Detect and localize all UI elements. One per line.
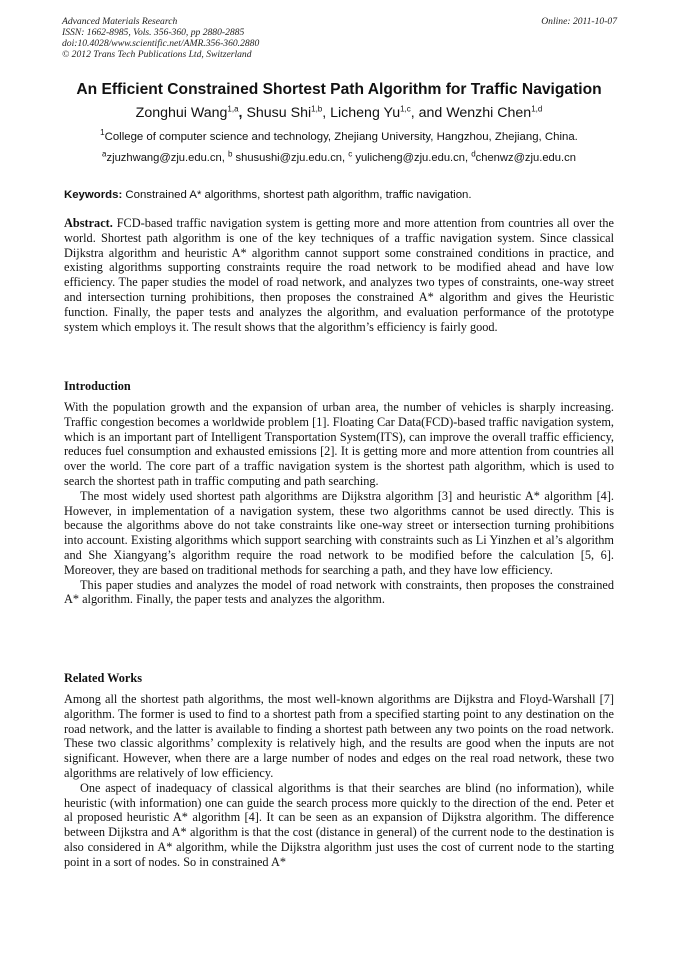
- author-list: [30, 103, 648, 123]
- section-heading-related-works: Related Works: [64, 671, 142, 685]
- email: $^c$ yulicheng@zju.edu.cn,: [348, 149, 472, 164]
- introduction-body: [64, 400, 614, 607]
- author: Shusu Shi$^{1,b}$,: [246, 104, 331, 121]
- affiliation: $^1$College of computer science and technology, Zhejiang University, Hangzhou, Zhejiang, China.: [100, 128, 578, 143]
- paragraph: Among all the shortest path algorithms, the most well-known algorithms are Dijkstra and Floyd-Warshall [7] algorithm. The former is used to find to a shortest path from a specified starting point to any destination on the road network, and the latter is available to finding a shortest path between any two points on the road network. These two classic algorithms’ complexity is relatively high, and the results are good when the inputs are not significant. However, when there are a large number of nodes and edges on the real road network, these two algorithms are relatively of low efficiency.: [64, 692, 614, 780]
- paragraph: This paper studies and analyzes the model of road network with constraints, then proposes the constrained A* algorithm. Finally, the paper tests and analyzes the algorithm.: [64, 577, 614, 607]
- journal-header: [62, 16, 617, 60]
- related-works-body: [64, 692, 614, 870]
- email: $^b$ shusushi@zju.edu.cn,: [227, 149, 349, 164]
- paragraph: One aspect of inadequacy of classical algorithms is that their searches are blind (no information), while heuristic (with information) one can guide the search process more quickly to the direction of the end. Peter et al proposed heuristic A* algorithm [4]. It can be seen as an expansion of Dijkstra algorithm. The difference between Dijkstra and A* algorithm is that the cost (distance in general) of the current node to the destination is also considered in A* algorithm, while the Dijkstra algorithm just uses the cost of current node to the starting point in a sort of nodes. So in constrained A*: [64, 780, 614, 869]
- abstract-label: Abstract.: [64, 216, 113, 230]
- email: $^d$chenwz@zju.edu.cn: [471, 149, 576, 164]
- abstract: [64, 216, 614, 334]
- email: $^a$zjuzhwang@zju.edu.cn,: [102, 149, 228, 164]
- keywords: [64, 188, 614, 203]
- keywords-text: Constrained A* algorithms, shortest path algorithm, traffic navigation.: [125, 189, 472, 201]
- doi-line: doi:10.4028/www.scientific.net/AMR.356-360.2880: [62, 38, 260, 49]
- email-list: [30, 150, 648, 166]
- paper-title: An Efficient Constrained Shortest Path Algorithm for Traffic Navigation: [76, 81, 602, 98]
- online-date: Online: 2011-10-07: [541, 16, 617, 27]
- section-heading-introduction: Introduction: [64, 379, 131, 393]
- issn-line: ISSN: 1662-8985, Vols. 356-360, pp 2880-2885: [62, 27, 245, 38]
- paragraph: With the population growth and the expansion of urban area, the number of vehicles is sharply increasing. Traffic congestion becomes a worldwide problem [1]. Floating Car Data(FCD)-based traffic navigation system, which is an important part of Intelligent Transportation System(ITS), can improve the overall traffic efficiency, reduces fuel consumption and exhausted emissions [2]. It is getting more and more attention from countries all over the world. The core part of a traffic navigation system is the shortest path algorithm, which is used to search the shortest path in traffic computing and path searching.: [64, 400, 614, 488]
- paragraph: The most widely used shortest path algorithms are Dijkstra algorithm [3] and heuristic A* algorithm [4]. However, in implementation of a navigation system, these two algorithms cannot be used directly. This is because the algorithms above do not take constraints like one-way street or intersection turning prohibitions into account. Existing algorithms which support searching with constraints such as Li Yinzhen et al’s algorithm and She Xiangyang’s algorithm require the road network to be modified before the calculation [5, 6]. Moreover, they are based on traditional methods for searching a path, and they have low efficiency.: [64, 488, 614, 577]
- abstract-text: FCD-based traffic navigation system is getting more and more attention from countries all over the world. Shortest path algorithm is one of the key techniques of a traffic navigation system. Since classical Dijkstra algorithm and heuristic A* algorithm cannot support some constrained conditions in practice, and existing algorithms supporting constraints require the road network to be modified ahead and have low efficiency. The paper studies the model of road network, and analyzes two types of constraints, one-way street and intersection turning prohibitions, then proposes the constrained A* algorithm and gives the Heuristic function. Finally, the paper tests and analyzes the algorithm, and evaluation performance of the prototype system which employs it. The result shows that the algorithm’s efficiency is fairly good.: [64, 216, 615, 334]
- keywords-label: Keywords:: [64, 189, 123, 201]
- copyright-line: © 2012 Trans Tech Publications Ltd, Switzerland: [62, 49, 252, 60]
- author: Wenzhi Chen$^{1,d}$: [446, 104, 543, 121]
- journal-name: Advanced Materials Research: [62, 16, 178, 27]
- author: Zonghui Wang$^{1,a}$,: [135, 104, 247, 121]
- author: Licheng Yu$^{1,c}$, and: [330, 104, 447, 121]
